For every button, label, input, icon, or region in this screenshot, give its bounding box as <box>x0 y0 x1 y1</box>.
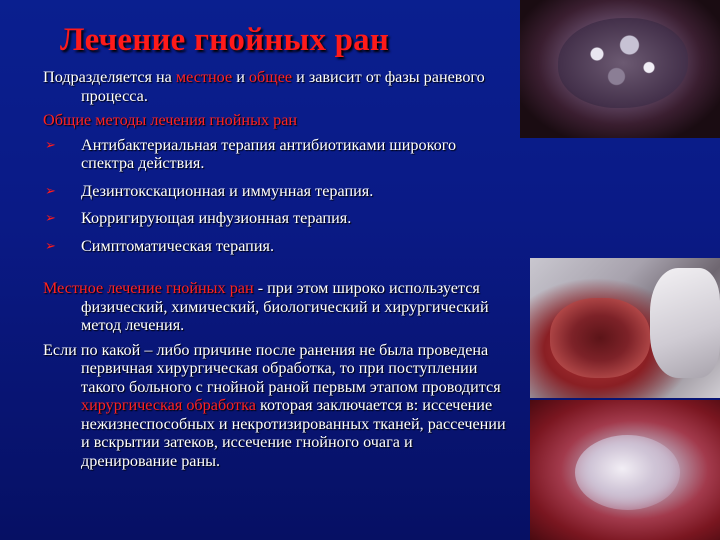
bullet-text: Антибактериальная терапия антибиотиками широкого спектра действия. <box>81 135 457 172</box>
local-treatment-paragraph <box>43 279 508 335</box>
local-treatment-text: - при этом широко используется физический, химический, биологический и хирургический метод лечения. <box>81 279 489 334</box>
wound-photo-bottom <box>530 400 720 540</box>
local-treatment-heading: Местное лечение гнойных ран <box>43 279 254 297</box>
slide-body <box>43 68 508 470</box>
intro-and: и <box>232 68 249 86</box>
wound-photo-top <box>520 0 720 138</box>
bullet-item <box>43 182 508 201</box>
bullet-text: Корригирующая инфузионная терапия. <box>81 209 352 227</box>
arrow-bullet-icon: ➢ <box>45 183 56 199</box>
general-methods-heading: Общие методы лечения гнойных ран <box>43 111 298 129</box>
bullet-text: Симптоматическая терапия. <box>81 236 275 255</box>
surgeon-glove-image <box>650 268 720 378</box>
wound-photo-middle <box>530 258 720 398</box>
surgical-paragraph <box>43 341 508 471</box>
arrow-bullet-icon: ➢ <box>45 137 56 153</box>
slide-title: Лечение гнойных ран <box>60 22 390 58</box>
bullet-item <box>43 136 508 173</box>
bullet-item <box>43 237 508 256</box>
bullet-text: Дезинтокскационная и иммунная терапия. <box>81 181 374 200</box>
intro-paragraph <box>43 68 508 105</box>
surgical-text-start: Если по какой – либо причине после ранения не была проведена первичная хирургическая обработка, то при поступлении такого больного с гнойной раной первым этапом проводится <box>43 340 501 396</box>
wound-cavity-image <box>575 435 680 510</box>
surgical-treatment-term: хирургическая обработка <box>81 396 256 414</box>
intro-text-start: Подразделяется на <box>43 68 176 86</box>
general-term: общее <box>248 68 293 86</box>
surgical-text-end: которая заключается в: иссечение нежизнеспособных и некротизированных тканей, рассечении и вскрытии затеков, иссечение гнойного очага и дренирование раны. <box>81 396 506 470</box>
arrow-bullet-icon: ➢ <box>45 211 56 226</box>
arrow-bullet-icon: ➢ <box>45 238 56 254</box>
purulent-wound-image <box>558 18 688 108</box>
bullet-item <box>43 209 508 228</box>
local-term: местное <box>175 68 233 86</box>
open-wound-image <box>550 298 650 378</box>
intro-text-end: и зависит от фазы раневого процесса. <box>81 68 485 105</box>
